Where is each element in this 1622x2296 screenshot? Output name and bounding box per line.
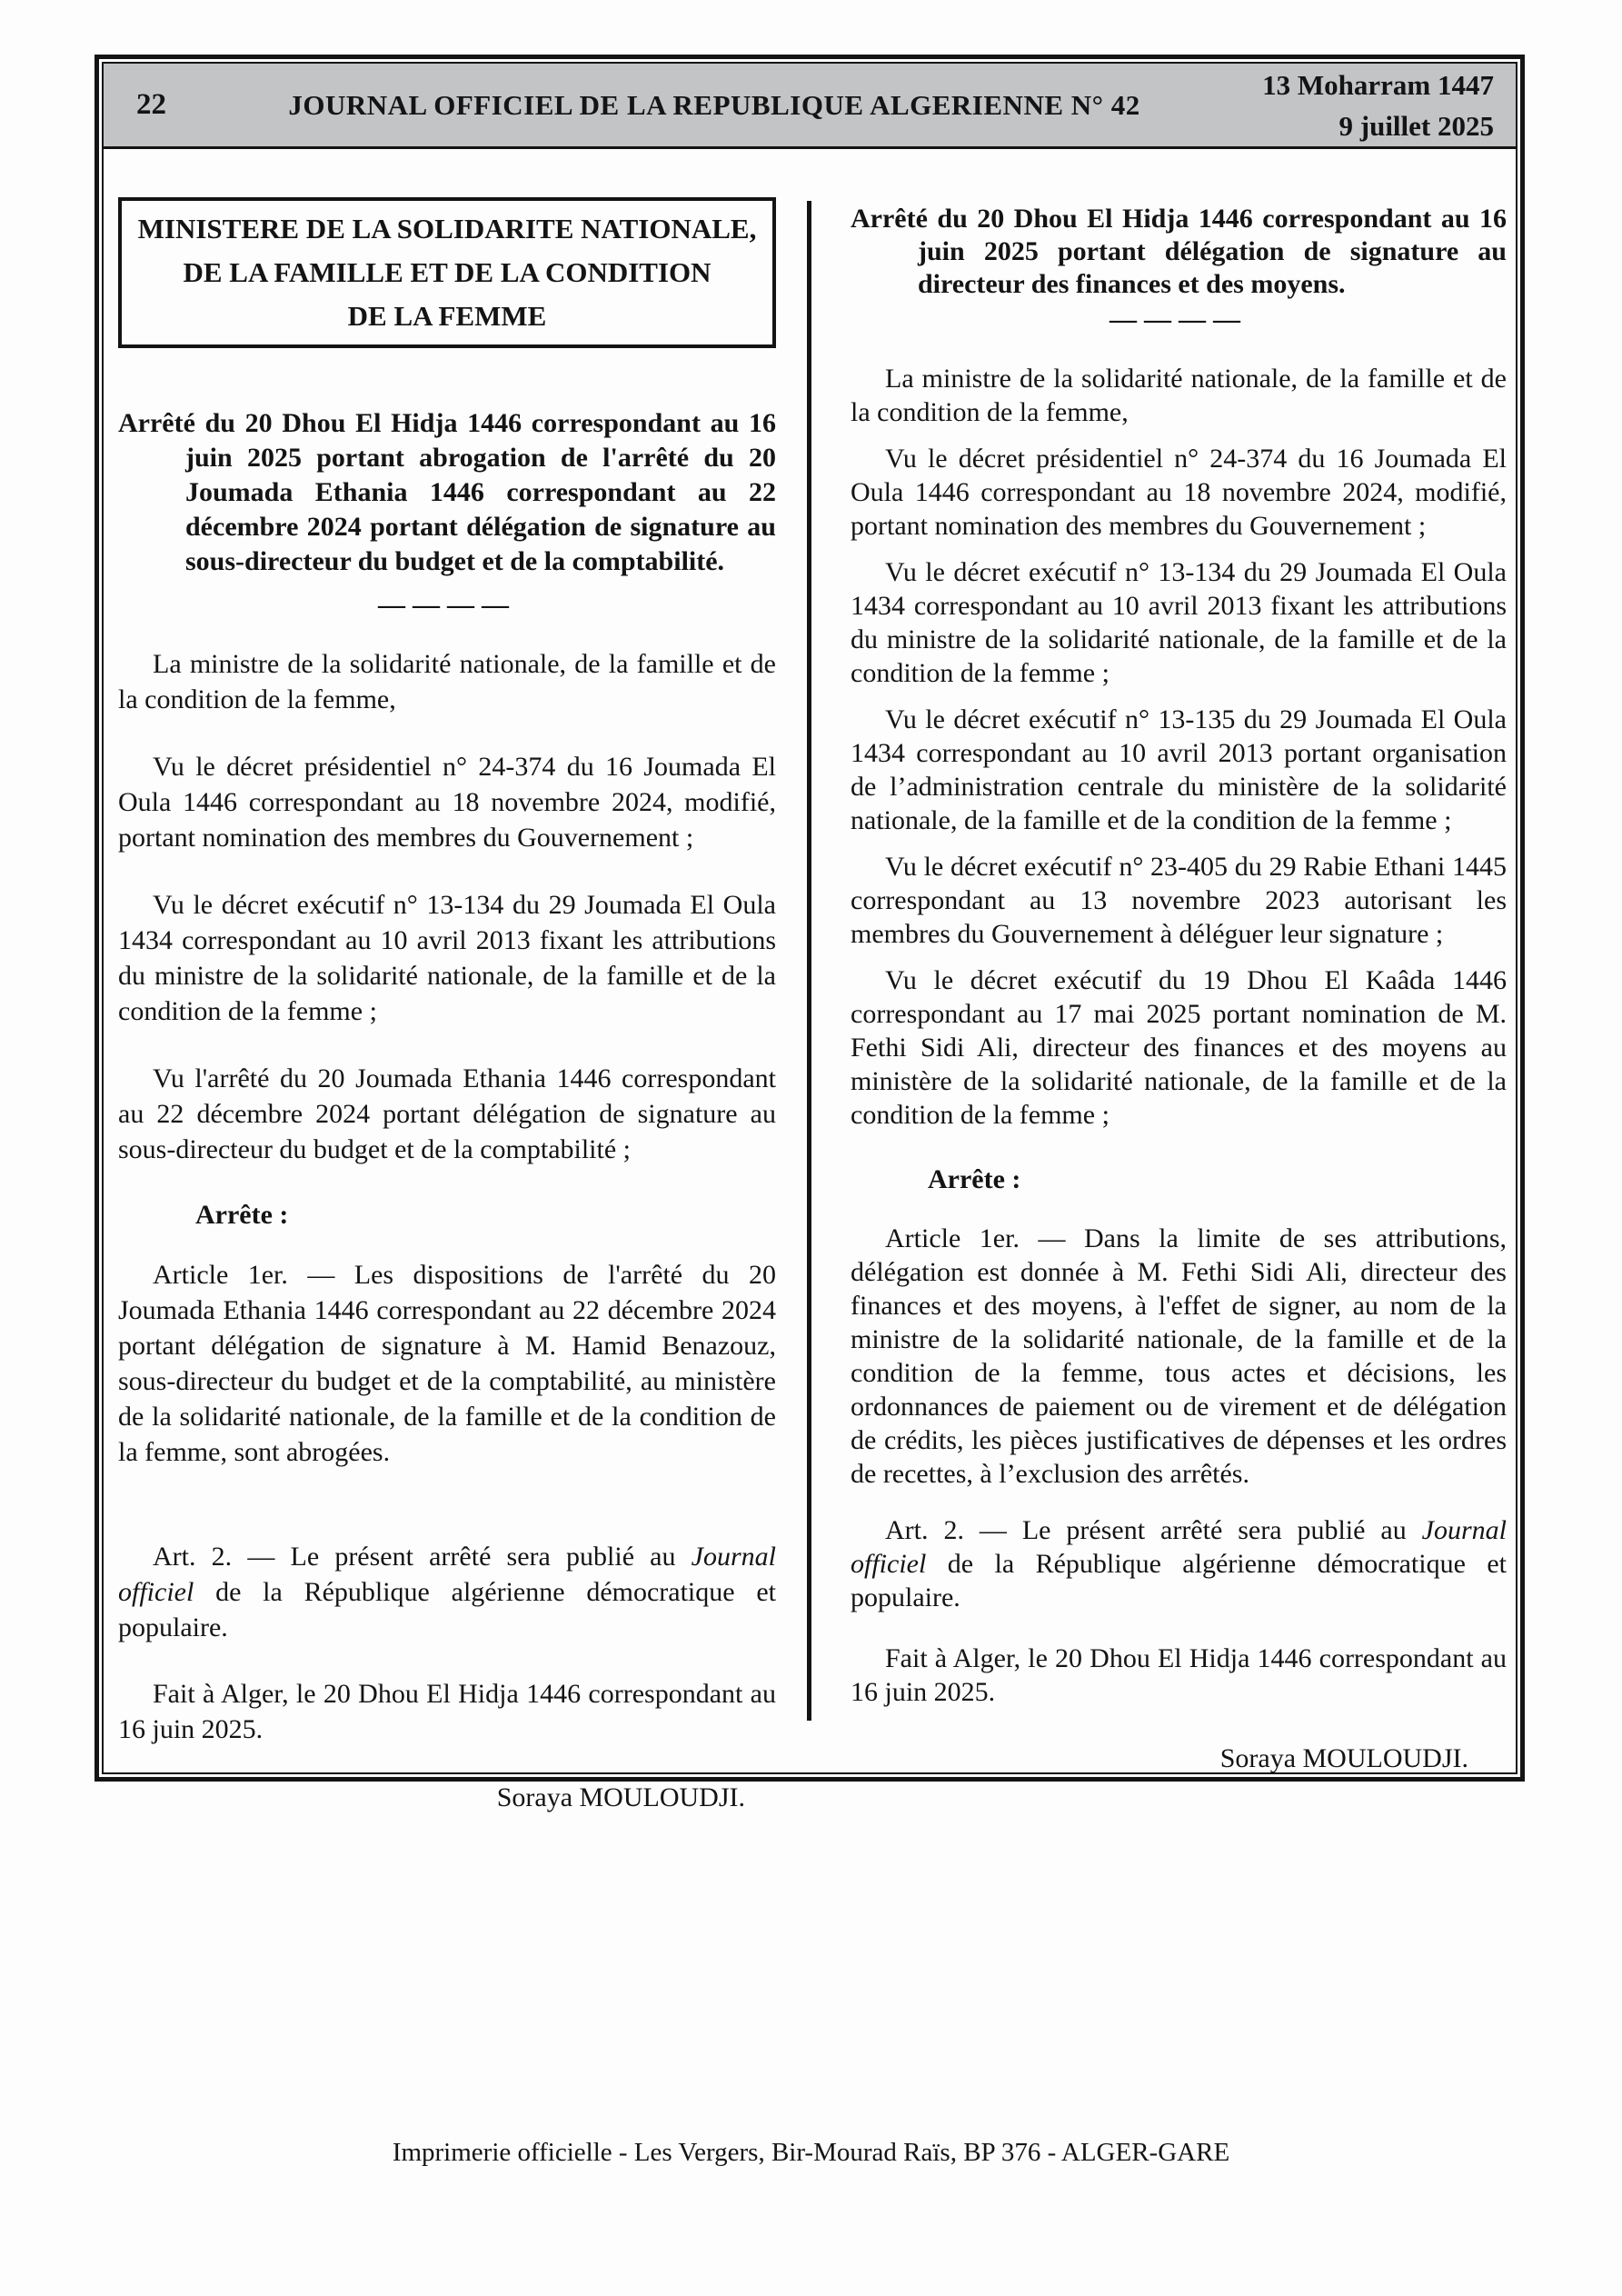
- paragraph: Vu le décret exécutif n° 13-135 du 29 Joumada El Oula 1434 correspondant au 10 avril 2013 portant organisation de l’administration centrale du ministère de la solidarité nationale, de la famille et de la condition de la femme ;: [851, 704, 1507, 835]
- arrete-label: Arrête :: [928, 1164, 1021, 1194]
- separator-dashes: ————: [378, 590, 516, 620]
- article-2-text: de la République algérienne démocratique et populaire.: [118, 1577, 776, 1642]
- paragraph: Vu le décret exécutif n° 13-134 du 29 Joumada El Oula 1434 correspondant au 10 avril 2013 fixant les attributions du ministre de la solidarité nationale, de la famille et de la condition de la femme ;: [118, 890, 776, 1026]
- ministry-box-line: DE LA FAMILLE ET DE LA CONDITION: [183, 256, 711, 288]
- footer-imprint: Imprimerie officielle - Les Vergers, Bir-Mourad Raïs, BP 376 - ALGER-GARE: [392, 2138, 1230, 2167]
- paragraph-article-2: [118, 1539, 776, 1645]
- masthead-dates: [1262, 65, 1494, 146]
- date-hijri: 13 Moharram 1447: [1262, 68, 1494, 101]
- paragraph: Vu le décret présidentiel n° 24-374 du 16 Joumada El Oula 1446 correspondant au 18 novembre 2024, modifié, portant nomination des membres du Gouvernement ;: [118, 752, 776, 853]
- date-gregorian: 9 juillet 2025: [1338, 109, 1494, 142]
- journal-officiel-italic: Journal officiel: [851, 1515, 1507, 1579]
- paragraph-fait: Fait à Alger, le 20 Dhou El Hidja 1446 correspondant au 16 juin 2025.: [118, 1679, 776, 1744]
- page-frame-inner: [102, 62, 1518, 1812]
- journal-officiel-italic: Journal officiel: [118, 1542, 776, 1607]
- ministry-box: [118, 197, 776, 348]
- journal-title: JOURNAL OFFICIEL DE LA REPUBLIQUE ALGERIENNE N° 42: [288, 88, 1140, 121]
- column-divider: [807, 201, 811, 1721]
- arrete-label: Arrête :: [195, 1200, 289, 1230]
- left-arrete-title: Arrêté du 20 Dhou El Hidja 1446 correspondant au 16 juin 2025 portant abrogation de l'arrêté du 20 Joumada Ethania 1446 correspondant au 22 décembre 2024 portant délégation de signature au sous-directeur du budget et de la comptabilité.: [118, 408, 776, 576]
- ministry-box-line: DE LA FEMME: [347, 300, 547, 332]
- paragraph: Vu le décret exécutif du 19 Dhou El Kaâda 1446 correspondant au 17 mai 2025 portant nomination de M. Fethi Sidi Ali, directeur des finances et des moyens au ministère de la solidarité nationale, de la famille et de la condition de la femme ;: [851, 965, 1507, 1130]
- paragraph-article-1: Article 1er. — Dans la limite de ses attributions, délégation est donnée à M. Fethi Sidi Ali, directeur des finances et des moyens, à l'effet de signer, au nom de la ministre de la solidarité nationale, de la famille et de la condition de la femme, tous actes et décisions, les ordonnances de paiement ou de virement et de délégation de crédits, les pièces justificatives de dépenses et les ordres de recettes, à l’exclusion des arrêtés.: [851, 1223, 1507, 1489]
- separator-dashes: ————: [1110, 304, 1248, 334]
- article-2-text: Art. 2. — Le présent arrêté sera publié au: [885, 1515, 1422, 1545]
- article-2-text: de la République algérienne démocratique et populaire.: [851, 1549, 1507, 1612]
- signature: Soraya MOULOUDJI.: [496, 1782, 745, 1812]
- signature: Soraya MOULOUDJI.: [1219, 1743, 1468, 1773]
- paragraph-article-2: [851, 1513, 1507, 1614]
- page-number: 22: [136, 88, 166, 121]
- ministry-box-line: MINISTERE DE LA SOLIDARITE NATIONALE,: [137, 213, 757, 245]
- paragraph: La ministre de la solidarité nationale, de la famille et de la condition de la femme,: [851, 364, 1507, 427]
- paragraph-article-1: Article 1er. — Les dispositions de l'arrêté du 20 Joumada Ethania 1446 correspondant au 22 décembre 2024 portant délégation de signature à M. Hamid Benazouz, sous-directeur du budget et de la comptabilité, au ministère de la solidarité nationale, de la famille et de la condition de la femme, sont abrogées.: [118, 1260, 776, 1467]
- paragraph: Vu l'arrêté du 20 Joumada Ethania 1446 correspondant au 22 décembre 2024 portant délégation de signature au sous-directeur du budget et de la comptabilité ;: [118, 1063, 776, 1164]
- page-frame: [95, 55, 1525, 1812]
- paragraph-fait: Fait à Alger, le 20 Dhou El Hidja 1446 correspondant au 16 juin 2025.: [851, 1643, 1507, 1707]
- right-column: [851, 197, 1507, 1815]
- left-column: [118, 197, 776, 1815]
- right-arrete-title: Arrêté du 20 Dhou El Hidja 1446 correspondant au 16 juin 2025 portant délégation de signature au directeur des finances et des moyens.: [851, 204, 1507, 299]
- masthead: [104, 64, 1516, 149]
- paragraph: La ministre de la solidarité nationale, de la famille et de la condition de la femme,: [118, 649, 776, 714]
- article-2-text: Art. 2. — Le présent arrêté sera publié au: [153, 1542, 692, 1572]
- paragraph: Vu le décret exécutif n° 13-134 du 29 Joumada El Oula 1434 correspondant au 10 avril 2013 fixant les attributions du ministre de la solidarité nationale, de la famille et de la condition de la femme ;: [851, 557, 1507, 688]
- paragraph: Vu le décret exécutif n° 23-405 du 29 Rabie Ethani 1445 correspondant au 13 novembre 2023 autorisant les membres du Gouvernement à déléguer leur signature ;: [851, 852, 1507, 949]
- paragraph: Vu le décret présidentiel n° 24-374 du 16 Joumada El Oula 1446 correspondant au 18 novembre 2024, modifié, portant nomination des membres du Gouvernement ;: [851, 444, 1507, 541]
